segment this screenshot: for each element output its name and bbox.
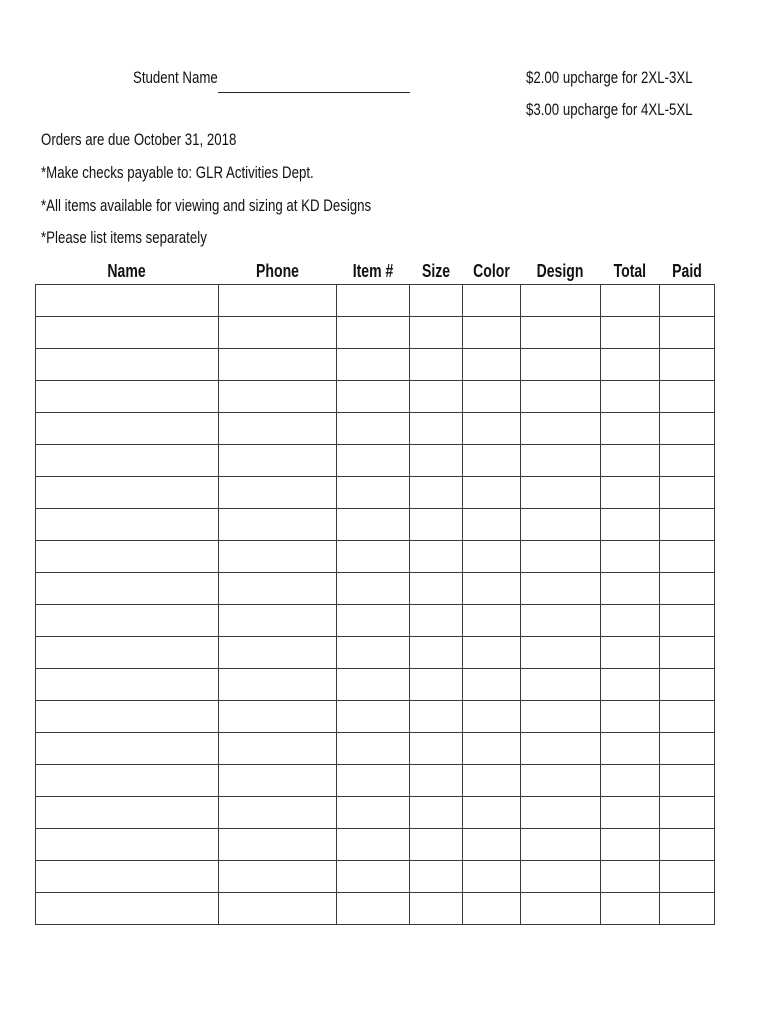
cell-phone[interactable] [219, 829, 337, 861]
cell-item[interactable] [337, 541, 410, 573]
cell-size[interactable] [410, 765, 463, 797]
column-header-design: Design [521, 254, 601, 285]
cell-design[interactable] [521, 477, 601, 509]
cell-phone[interactable] [219, 669, 337, 701]
cell-paid[interactable] [660, 445, 715, 477]
table-header-row [36, 254, 715, 285]
cell-color[interactable] [463, 541, 521, 573]
cell-paid[interactable] [660, 413, 715, 445]
cell-item[interactable] [337, 573, 410, 605]
cell-paid[interactable] [660, 893, 715, 925]
cell-size[interactable] [410, 861, 463, 893]
cell-design[interactable] [521, 829, 601, 861]
cell-paid[interactable] [660, 605, 715, 637]
student-name-label: Student Name [133, 68, 218, 87]
column-header-total: Total [601, 254, 660, 285]
cell-color[interactable] [463, 381, 521, 413]
table-row [36, 381, 715, 413]
cell-item[interactable] [337, 893, 410, 925]
cell-color[interactable] [463, 285, 521, 317]
column-header-name: Name [36, 254, 219, 285]
cell-item[interactable] [337, 285, 410, 317]
column-header-paid: Paid [660, 254, 715, 285]
cell-size[interactable] [410, 541, 463, 573]
note-viewing-sizing: *All items available for viewing and sizing at KD Designs [41, 196, 372, 215]
cell-name[interactable] [36, 445, 219, 477]
cell-name[interactable] [36, 605, 219, 637]
cell-item[interactable] [337, 605, 410, 637]
cell-design[interactable] [521, 349, 601, 381]
note-checks-payable: *Make checks payable to: GLR Activities Dept. [41, 163, 314, 182]
cell-item[interactable] [337, 381, 410, 413]
cell-color[interactable] [463, 669, 521, 701]
cell-name[interactable] [36, 829, 219, 861]
table-row [36, 637, 715, 669]
cell-size[interactable] [410, 413, 463, 445]
cell-paid[interactable] [660, 669, 715, 701]
cell-phone[interactable] [219, 381, 337, 413]
cell-color[interactable] [463, 413, 521, 445]
cell-phone[interactable] [219, 413, 337, 445]
cell-phone[interactable] [219, 605, 337, 637]
table-row [36, 285, 715, 317]
table-row [36, 317, 715, 349]
cell-size[interactable] [410, 669, 463, 701]
cell-design[interactable] [521, 413, 601, 445]
cell-phone[interactable] [219, 445, 337, 477]
cell-total[interactable] [601, 637, 660, 669]
cell-size[interactable] [410, 445, 463, 477]
column-header-phone: Phone [219, 254, 337, 285]
cell-name[interactable] [36, 317, 219, 349]
cell-name[interactable] [36, 541, 219, 573]
cell-name[interactable] [36, 573, 219, 605]
cell-name[interactable] [36, 861, 219, 893]
cell-total[interactable] [601, 733, 660, 765]
cell-paid[interactable] [660, 765, 715, 797]
table-row [36, 829, 715, 861]
cell-size[interactable] [410, 477, 463, 509]
cell-design[interactable] [521, 445, 601, 477]
note-due-date: Orders are due October 31, 2018 [41, 130, 237, 149]
cell-paid[interactable] [660, 317, 715, 349]
cell-design[interactable] [521, 701, 601, 733]
cell-size[interactable] [410, 349, 463, 381]
table-row [36, 893, 715, 925]
cell-name[interactable] [36, 765, 219, 797]
cell-design[interactable] [521, 541, 601, 573]
cell-total[interactable] [601, 541, 660, 573]
cell-item[interactable] [337, 701, 410, 733]
cell-item[interactable] [337, 829, 410, 861]
cell-total[interactable] [601, 445, 660, 477]
cell-name[interactable] [36, 285, 219, 317]
cell-size[interactable] [410, 381, 463, 413]
cell-name[interactable] [36, 381, 219, 413]
cell-color[interactable] [463, 893, 521, 925]
cell-design[interactable] [521, 797, 601, 829]
cell-size[interactable] [410, 733, 463, 765]
cell-phone[interactable] [219, 285, 337, 317]
cell-name[interactable] [36, 637, 219, 669]
cell-color[interactable] [463, 829, 521, 861]
cell-design[interactable] [521, 765, 601, 797]
cell-paid[interactable] [660, 509, 715, 541]
cell-color[interactable] [463, 573, 521, 605]
cell-size[interactable] [410, 573, 463, 605]
cell-name[interactable] [36, 413, 219, 445]
cell-size[interactable] [410, 285, 463, 317]
cell-total[interactable] [601, 861, 660, 893]
cell-phone[interactable] [219, 509, 337, 541]
cell-design[interactable] [521, 861, 601, 893]
cell-paid[interactable] [660, 541, 715, 573]
cell-size[interactable] [410, 701, 463, 733]
cell-paid[interactable] [660, 349, 715, 381]
cell-color[interactable] [463, 637, 521, 669]
cell-phone[interactable] [219, 861, 337, 893]
cell-phone[interactable] [219, 637, 337, 669]
cell-item[interactable] [337, 669, 410, 701]
cell-phone[interactable] [219, 733, 337, 765]
cell-name[interactable] [36, 477, 219, 509]
cell-size[interactable] [410, 893, 463, 925]
cell-name[interactable] [36, 733, 219, 765]
cell-paid[interactable] [660, 477, 715, 509]
cell-phone[interactable] [219, 317, 337, 349]
cell-paid[interactable] [660, 797, 715, 829]
cell-size[interactable] [410, 797, 463, 829]
column-header-color: Color [463, 254, 521, 285]
cell-item[interactable] [337, 477, 410, 509]
table-row [36, 605, 715, 637]
cell-color[interactable] [463, 317, 521, 349]
cell-paid[interactable] [660, 637, 715, 669]
cell-design[interactable] [521, 285, 601, 317]
cell-name[interactable] [36, 509, 219, 541]
cell-design[interactable] [521, 893, 601, 925]
student-name-field[interactable] [218, 92, 410, 93]
cell-total[interactable] [601, 509, 660, 541]
table-row [36, 669, 715, 701]
cell-design[interactable] [521, 317, 601, 349]
cell-name[interactable] [36, 797, 219, 829]
cell-paid[interactable] [660, 573, 715, 605]
cell-phone[interactable] [219, 893, 337, 925]
table-row [36, 477, 715, 509]
cell-design[interactable] [521, 669, 601, 701]
cell-design[interactable] [521, 509, 601, 541]
cell-color[interactable] [463, 861, 521, 893]
cell-total[interactable] [601, 765, 660, 797]
cell-name[interactable] [36, 349, 219, 381]
cell-item[interactable] [337, 765, 410, 797]
cell-item[interactable] [337, 861, 410, 893]
cell-item[interactable] [337, 413, 410, 445]
cell-total[interactable] [601, 829, 660, 861]
cell-phone[interactable] [219, 797, 337, 829]
cell-phone[interactable] [219, 541, 337, 573]
cell-total[interactable] [601, 317, 660, 349]
cell-item[interactable] [337, 509, 410, 541]
table-row [36, 413, 715, 445]
cell-total[interactable] [601, 477, 660, 509]
cell-item[interactable] [337, 349, 410, 381]
cell-color[interactable] [463, 509, 521, 541]
cell-color[interactable] [463, 349, 521, 381]
cell-total[interactable] [601, 605, 660, 637]
order-table [35, 254, 715, 925]
cell-size[interactable] [410, 317, 463, 349]
cell-paid[interactable] [660, 701, 715, 733]
cell-color[interactable] [463, 701, 521, 733]
cell-paid[interactable] [660, 733, 715, 765]
cell-phone[interactable] [219, 765, 337, 797]
cell-phone[interactable] [219, 477, 337, 509]
cell-item[interactable] [337, 445, 410, 477]
cell-color[interactable] [463, 477, 521, 509]
cell-paid[interactable] [660, 381, 715, 413]
cell-total[interactable] [601, 349, 660, 381]
cell-total[interactable] [601, 797, 660, 829]
table-row [36, 733, 715, 765]
cell-item[interactable] [337, 637, 410, 669]
cell-name[interactable] [36, 701, 219, 733]
upcharge-note-4xl-5xl: $3.00 upcharge for 4XL-5XL [526, 100, 693, 119]
cell-paid[interactable] [660, 829, 715, 861]
cell-size[interactable] [410, 509, 463, 541]
cell-size[interactable] [410, 829, 463, 861]
table-row [36, 445, 715, 477]
cell-total[interactable] [601, 669, 660, 701]
table-row [36, 509, 715, 541]
cell-design[interactable] [521, 381, 601, 413]
cell-total[interactable] [601, 381, 660, 413]
cell-name[interactable] [36, 893, 219, 925]
cell-total[interactable] [601, 893, 660, 925]
table-row [36, 765, 715, 797]
cell-design[interactable] [521, 605, 601, 637]
cell-total[interactable] [601, 573, 660, 605]
column-header-item-number: Item # [337, 254, 410, 285]
cell-color[interactable] [463, 765, 521, 797]
table-row [36, 573, 715, 605]
table-row [36, 701, 715, 733]
order-rows [36, 285, 715, 925]
cell-total[interactable] [601, 285, 660, 317]
cell-size[interactable] [410, 637, 463, 669]
cell-design[interactable] [521, 733, 601, 765]
cell-size[interactable] [410, 605, 463, 637]
cell-name[interactable] [36, 669, 219, 701]
cell-color[interactable] [463, 733, 521, 765]
cell-item[interactable] [337, 797, 410, 829]
cell-design[interactable] [521, 573, 601, 605]
cell-color[interactable] [463, 797, 521, 829]
cell-item[interactable] [337, 317, 410, 349]
table-row [36, 797, 715, 829]
table-row [36, 541, 715, 573]
table-row [36, 861, 715, 893]
note-list-separately: *Please list items separately [41, 228, 207, 247]
cell-color[interactable] [463, 445, 521, 477]
table-row [36, 349, 715, 381]
cell-phone[interactable] [219, 701, 337, 733]
cell-paid[interactable] [660, 285, 715, 317]
cell-total[interactable] [601, 701, 660, 733]
cell-color[interactable] [463, 605, 521, 637]
upcharge-note-2xl-3xl: $2.00 upcharge for 2XL-3XL [526, 68, 693, 87]
cell-paid[interactable] [660, 861, 715, 893]
cell-item[interactable] [337, 733, 410, 765]
column-header-size: Size [410, 254, 463, 285]
cell-phone[interactable] [219, 349, 337, 381]
cell-total[interactable] [601, 413, 660, 445]
cell-phone[interactable] [219, 573, 337, 605]
cell-design[interactable] [521, 637, 601, 669]
